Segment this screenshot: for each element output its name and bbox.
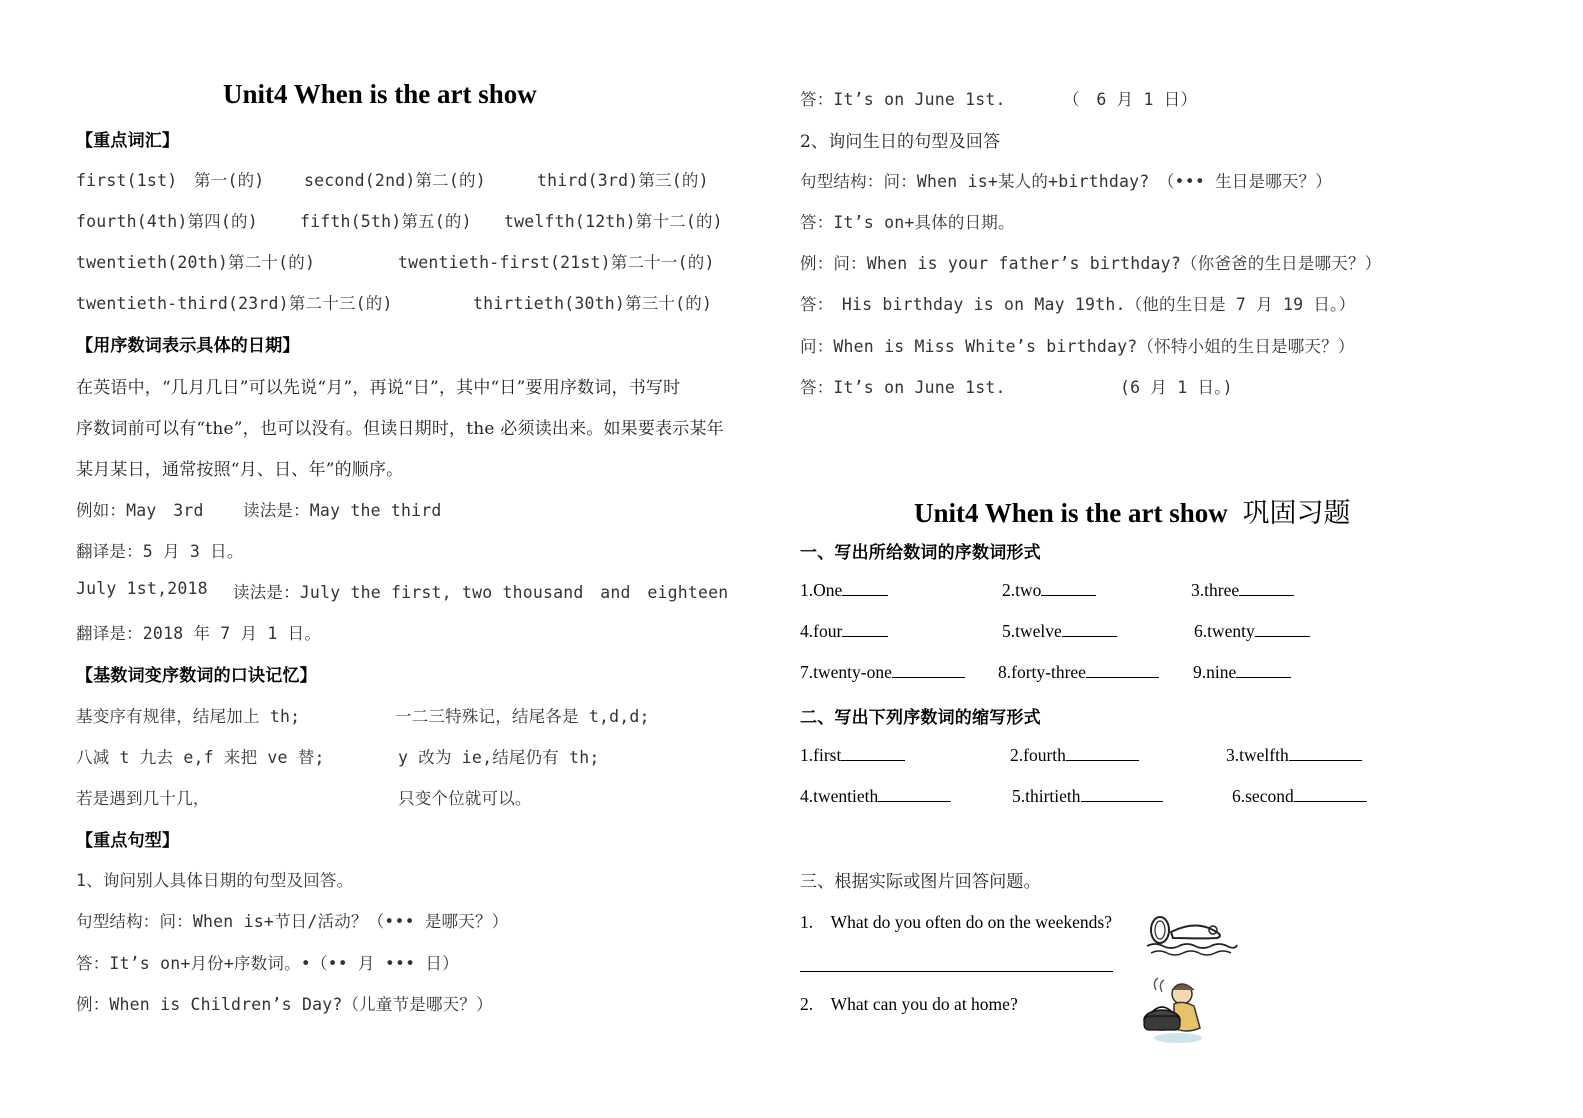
- birthday-structure: 句型结构：问：When is+某人的+birthday? （••• 生日是哪天？）: [800, 172, 1332, 191]
- example-reading: 读法是：July the first, two thousand and eighteen: [233, 583, 729, 602]
- exercise-item: 3.twelfth: [1226, 745, 1362, 766]
- dates-paragraph-line: 在英语中，“几月几日”可以先说“月”，再说“日”，其中“日”要用序数词，书写时: [76, 378, 681, 398]
- vocab-item: thirtieth(30th)第三十(的): [473, 294, 713, 313]
- swimming-person-icon: [1143, 908, 1239, 960]
- exercise-item: 2.two: [1002, 580, 1096, 601]
- rhyme-line: y 改为 ie,结尾仍有 th;: [398, 748, 600, 767]
- exercise-item: 4.twentieth: [800, 786, 951, 807]
- exercise-item: 1.first: [800, 745, 905, 766]
- vocab-item: twentieth-first(21st)第二十一(的): [398, 253, 715, 272]
- rhyme-line: 若是遇到几十几，: [76, 789, 210, 808]
- section2-heading: 二、写出下列序数词的缩写形式: [800, 708, 1041, 728]
- exercise-title-en: Unit4 When is the art show: [914, 498, 1228, 528]
- dates-heading: 【用序数词表示具体的日期】: [76, 336, 300, 356]
- birthday-example-answer: 答： His birthday is on May 19th.（他的生日是 7 月 19 日。）: [800, 295, 1356, 314]
- section3-heading: 三、根据实际或图片回答问题。: [800, 872, 1041, 892]
- rhyme-line: 八减 t 九去 e,f 来把 ve 替;: [76, 748, 325, 767]
- exercise-item: 5.twelve: [1002, 621, 1117, 642]
- vocab-item: second(2nd)第二(的): [304, 171, 486, 190]
- exercise-item: 1.One: [800, 580, 888, 601]
- vocab-item: fourth(4th)第四(的): [76, 212, 258, 231]
- exercise-item: 7.twenty-one: [800, 662, 965, 683]
- question-2: 2. What can you do at home?: [800, 994, 1018, 1014]
- exercise-item: 6.twenty: [1194, 621, 1310, 642]
- sentence-structure: 句型结构：问：When is+节日/活动？（••• 是哪天？）: [76, 912, 509, 931]
- vocab-item: third(3rd)第三(的): [537, 171, 709, 190]
- birthday-pattern-title: 2、询问生日的句型及回答: [800, 132, 1001, 152]
- exercise-item: 2.fourth: [1010, 745, 1139, 766]
- example-translation: 翻译是：5 月 3 日。: [76, 542, 244, 561]
- exercise-title-cn: 巩固习题: [1242, 498, 1351, 529]
- vocab-heading: 【重点词汇】: [76, 131, 180, 151]
- example-translation: 翻译是：2018 年 7 月 1 日。: [76, 624, 322, 643]
- dates-paragraph-line: 某月某日，通常按照“月、日、年”的顺序。: [76, 460, 404, 480]
- sentence-answer: 答：It’s on+月份+序数词。•（•• 月 ••• 日）: [76, 954, 459, 973]
- birthday-example-answer: 答：It’s on June 1st.: [800, 378, 1006, 397]
- vocab-item: twentieth(20th)第二十(的): [76, 253, 316, 272]
- sentence-pattern-title: 1、询问别人具体日期的句型及回答。: [76, 871, 354, 890]
- answer-line: 答：It’s on June 1st.: [800, 90, 1006, 109]
- birthday-example-translation: (6 月 1 日。): [1120, 378, 1233, 397]
- example-date: July 1st,2018: [76, 579, 208, 598]
- answer-blank: [800, 970, 1113, 972]
- rhyme-line: 一二三特殊记，结尾各是 t,d,d;: [395, 707, 650, 726]
- rhyme-line: 只变个位就可以。: [398, 789, 532, 808]
- sentence-heading: 【重点句型】: [76, 831, 180, 851]
- section1-heading: 一、写出所给数词的序数词形式: [800, 543, 1041, 563]
- exercise-item: 4.four: [800, 621, 888, 642]
- example-reading: 读法是：May the third: [243, 501, 442, 520]
- cooking-person-icon: [1138, 976, 1212, 1046]
- question-1: 1. What do you often do on the weekends?: [800, 912, 1113, 932]
- example-date: 例如：May 3rd: [76, 501, 204, 520]
- exercise-item: 8.forty-three: [998, 662, 1159, 683]
- birthday-answer: 答：It’s on+具体的日期。: [800, 213, 1015, 232]
- sentence-example: 例：When is Children’s Day?（儿童节是哪天？）: [76, 995, 493, 1014]
- answer-translation: （ 6 月 1 日）: [1063, 90, 1198, 109]
- exercise-item: 6.second: [1232, 786, 1367, 807]
- vocab-item: fifth(5th)第五(的): [300, 212, 472, 231]
- dates-paragraph-line: 序数词前可以有“the”，也可以没有。但读日期时，the 必须读出来。如果要表示某年: [76, 419, 724, 439]
- vocab-item: twelfth(12th)第十二(的): [504, 212, 723, 231]
- exercise-item: 5.thirtieth: [1012, 786, 1163, 807]
- birthday-example: 问：When is Miss White’s birthday?（怀特小姐的生日是哪天？）: [800, 337, 1355, 356]
- vocab-item: first(1st) 第一(的): [76, 171, 265, 190]
- birthday-example: 例：问：When is your father’s birthday?（你爸爸的生日是哪天？）: [800, 254, 1382, 273]
- exercise-item: 3.three: [1191, 580, 1294, 601]
- exercise-title: [914, 491, 1351, 530]
- rhyme-heading: 【基数词变序数词的口诀记忆】: [76, 666, 317, 686]
- rhyme-line: 基变序有规律，结尾加上 th;: [76, 707, 301, 726]
- exercise-item: 9.nine: [1193, 662, 1291, 683]
- left-title: Unit4 When is the art show: [223, 79, 537, 109]
- vocab-item: twentieth-third(23rd)第二十三(的): [76, 294, 393, 313]
